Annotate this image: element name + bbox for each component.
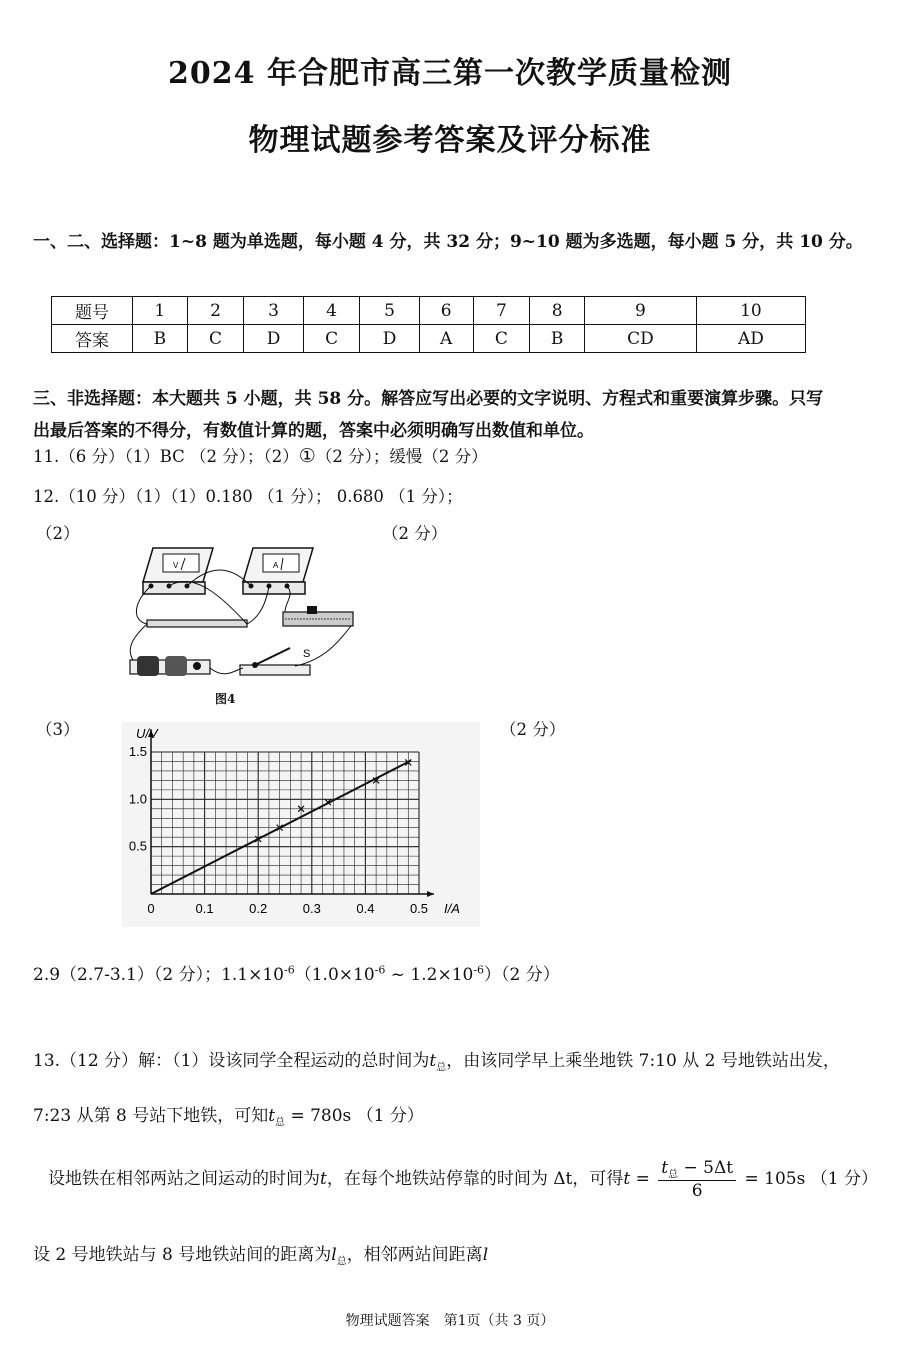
q13-text: 13.（12 分）解：（1）设该同学全程运动的总时间为 (33, 1051, 430, 1071)
q13-text: = 780s （1 分） (285, 1106, 424, 1126)
table-cell: 6 (419, 297, 473, 325)
u-i-chart (122, 722, 480, 927)
y-tick-label: 0.5 (128, 838, 147, 854)
q13-text: 设地铁在相邻两站之间运动的时间为 (48, 1169, 320, 1190)
section1-heading: 一、二、选择题：1~8 题为单选题，每小题 4 分，共 32 分；9~10 题为多选题，每小题 5 分，共 10 分。 (33, 232, 863, 252)
subscript: 总 (336, 1256, 347, 1268)
table-cell: 3 (244, 297, 303, 325)
q13-line1 (33, 1046, 840, 1073)
t-symbol: t (429, 1051, 437, 1071)
table-cell: C (187, 325, 244, 353)
fraction (658, 1158, 736, 1201)
table-cell: D (360, 325, 419, 353)
table-cell: 4 (303, 297, 360, 325)
switch-label: S (303, 648, 311, 660)
table-cell: C (303, 325, 360, 353)
q12-result-a: 2.9（2.7-3.1）（2 分）； (33, 965, 222, 985)
switch-icon (240, 648, 310, 675)
table-cell: B (133, 325, 188, 353)
q12-result-d: ~ 1.2×10 (385, 965, 474, 985)
q11-text-a: 11.（6 分）（1）BC （2 分）；（2） (33, 447, 299, 466)
l-symbol: l (331, 1245, 337, 1265)
document-subtitle: 物理试题参考答案及评分标准 (248, 123, 652, 158)
section3-heading-line1: 三、非选择题：本大题共 5 小题，共 58 分。解答应写出必要的文字说明、方程式和重要演算步骤。只写 (33, 389, 824, 409)
t-symbol: t (661, 1158, 669, 1178)
t-symbol: t (623, 1169, 631, 1190)
rheostat-icon (283, 606, 353, 626)
meter-right-label: A (273, 561, 279, 570)
table-cell: 1 (133, 297, 188, 325)
fraction-denominator: 6 (691, 1181, 703, 1202)
table-cell: 5 (360, 297, 419, 325)
q12-part2-label: （2） (36, 524, 80, 543)
q12-result-c: （1.0×10 (294, 965, 375, 985)
x-tick-label: 0.4 (356, 901, 375, 916)
table-cell: 9 (584, 297, 696, 325)
q12-part3-score: （2 分） (500, 720, 566, 739)
table-cell: 2 (187, 297, 244, 325)
wire-board (147, 620, 247, 627)
row-label-question: 题号 (52, 297, 133, 325)
x-tick-label: 0.3 (302, 901, 321, 916)
table-cell: D (244, 325, 303, 353)
table-cell: 10 (696, 297, 805, 325)
table-cell: CD (584, 325, 696, 353)
q13-text: 7:23 从第 8 号站下地铁，可知 (33, 1106, 269, 1126)
q12-part3-label: （3） (36, 720, 80, 739)
q12-line1: 12.（10 分）（1）（1）0.180 （1 分）； 0.680 （1 分）； (33, 487, 463, 506)
y-tick-label: 1.0 (128, 791, 147, 807)
q13-line2 (33, 1101, 424, 1128)
document-title: 2024 年合肥市高三第一次教学质量检测 (168, 56, 732, 91)
subscript: 总 (275, 1117, 286, 1129)
row-label-answer: 答案 (52, 325, 133, 353)
q13-text: = 105s （1 分） (739, 1169, 878, 1190)
q13-text: ，相邻两站间距离 (346, 1245, 483, 1265)
q13-text: ，由该同学早上乘坐地铁 7:10 从 2 号地铁站出发， (446, 1051, 840, 1071)
table-cell: C (473, 325, 530, 353)
q12-result-b: 1.1×10 (221, 965, 284, 985)
table-cell: 7 (473, 297, 530, 325)
x-axis-label: I/A (444, 901, 460, 916)
q12-results (33, 960, 560, 985)
q13-line4 (33, 1240, 488, 1267)
section3-heading-line2: 出最后答案的不得分，有数值计算的题，答案中必须明确写出数值和单位。 (33, 421, 594, 441)
x-tick-label: 0 (147, 901, 155, 916)
q13-line3: 设地铁在相邻两站之间运动的时间为t，在每个地铁站停靠的时间为 Δt，可得t = $\frac{t_总 - 5\Delta t}{6}$ = 105s （1 分） (48, 1158, 878, 1202)
y-axis-label: U/V (136, 726, 158, 741)
y-tick-label: 1.5 (128, 744, 147, 759)
q12-result-e: ）（2 分） (484, 965, 560, 985)
x-tick-label: 0.1 (195, 901, 214, 916)
exponent: -6 (374, 963, 386, 977)
fraction-numerator (658, 1158, 736, 1181)
q12-part2-score: （2 分） (382, 524, 448, 543)
table-cell: A (419, 325, 473, 353)
subscript: 总 (436, 1062, 447, 1074)
circled-number: ① (298, 445, 316, 467)
table-cell: 8 (530, 297, 585, 325)
table-cell: AD (696, 325, 805, 353)
page-footer: 物理试题答案 第1页（共 3 页） (345, 1313, 555, 1329)
table-row-answers (52, 325, 806, 353)
numerator-tail: − 5Δt (678, 1158, 734, 1178)
circuit-diagram (125, 540, 365, 710)
t-symbol: t (320, 1169, 327, 1190)
x-tick-label: 0.5 (409, 901, 429, 916)
figure-caption: 图4 (215, 692, 236, 706)
voltmeter-icon (143, 548, 213, 594)
table-cell: B (530, 325, 585, 353)
q11-answer (33, 443, 488, 467)
subscript: 总 (668, 1169, 679, 1181)
q11-text-b: （2 分）；缓慢（2 分） (315, 447, 488, 466)
q13-text: 设 2 号地铁站与 8 号地铁站间的距离为 (33, 1245, 332, 1265)
table-row-questions (52, 297, 806, 325)
l-symbol: l (482, 1245, 489, 1265)
exponent: -6 (284, 963, 295, 977)
t-symbol: t (268, 1106, 276, 1126)
x-tick-label: 0.2 (249, 901, 268, 916)
answer-table (51, 296, 806, 353)
meter-left-label: V (173, 561, 179, 570)
battery-icon (130, 656, 210, 676)
q13-text: ，在每个地铁站停靠的时间为 Δt，可得 (326, 1169, 624, 1190)
exponent: -6 (473, 963, 485, 977)
ammeter-icon (243, 548, 313, 594)
